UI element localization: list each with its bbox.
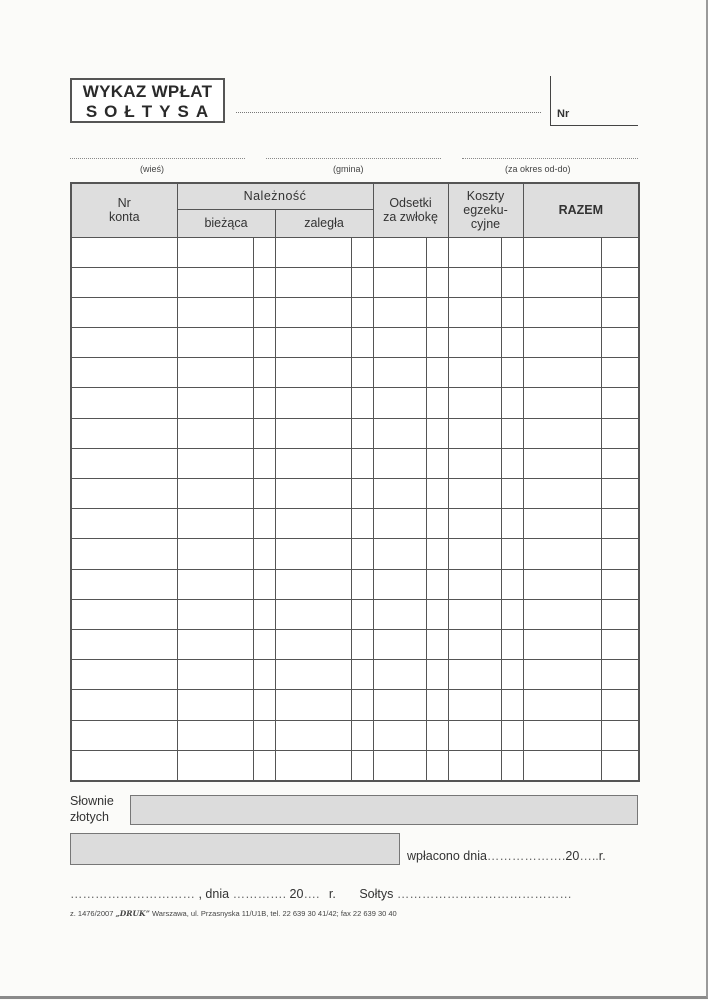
header-interest-line1: Odsetki — [389, 196, 432, 211]
table-cell[interactable] — [373, 599, 426, 629]
table-cell[interactable] — [426, 690, 448, 720]
signature-line — [70, 887, 572, 901]
paid-year-prefix: 20 — [565, 849, 580, 863]
table-row — [71, 237, 639, 267]
table-cell[interactable] — [426, 297, 448, 327]
form-title-line1: WYKAZ WPŁAT — [82, 82, 213, 101]
table-cell[interactable] — [351, 328, 373, 358]
table-cell[interactable] — [275, 388, 351, 418]
table-cell[interactable] — [501, 297, 523, 327]
table-cell[interactable] — [253, 297, 275, 327]
table-row — [71, 509, 639, 539]
table-cell[interactable] — [426, 388, 448, 418]
table-cell[interactable] — [601, 297, 639, 327]
table-cell[interactable] — [71, 720, 177, 750]
header-costs-line1: Koszty — [466, 189, 505, 204]
table-cell[interactable] — [177, 539, 253, 569]
commune-field[interactable] — [266, 158, 441, 159]
table-cell[interactable] — [71, 297, 177, 327]
table-cell[interactable] — [71, 418, 177, 448]
table-cell[interactable] — [253, 539, 275, 569]
table-cell[interactable] — [426, 509, 448, 539]
table-row — [71, 418, 639, 448]
table-row — [71, 448, 639, 478]
table-cell[interactable] — [275, 418, 351, 448]
r-label: r. — [328, 887, 336, 901]
table-cell[interactable] — [373, 267, 426, 297]
paid-label: wpłacono dnia — [407, 849, 487, 863]
table-cell[interactable] — [177, 599, 253, 629]
printer-brand: „DRUK” — [115, 909, 150, 918]
table-cell[interactable] — [448, 690, 501, 720]
table-cell[interactable] — [501, 267, 523, 297]
table-cell[interactable] — [601, 539, 639, 569]
table-cell[interactable] — [275, 509, 351, 539]
table-cell[interactable] — [601, 720, 639, 750]
table-cell[interactable] — [601, 358, 639, 388]
table-cell[interactable] — [448, 660, 501, 690]
table-cell[interactable] — [177, 720, 253, 750]
table-cell[interactable] — [177, 237, 253, 267]
form-title-box — [70, 78, 225, 123]
table-cell[interactable] — [601, 479, 639, 509]
table-cell[interactable] — [275, 599, 351, 629]
place-field[interactable]: ………………………… — [70, 887, 195, 901]
table-cell[interactable] — [448, 539, 501, 569]
table-cell[interactable] — [351, 569, 373, 599]
table-cell[interactable] — [71, 267, 177, 297]
table-cell[interactable] — [275, 479, 351, 509]
header-overdue: zaległa — [275, 209, 373, 237]
table-cell[interactable] — [426, 328, 448, 358]
table-cell[interactable] — [177, 297, 253, 327]
table-cell[interactable] — [351, 448, 373, 478]
table-cell[interactable] — [275, 690, 351, 720]
table-cell[interactable] — [275, 629, 351, 659]
table-cell[interactable] — [523, 720, 601, 750]
table-cell[interactable] — [448, 267, 501, 297]
table-cell[interactable] — [448, 720, 501, 750]
table-cell[interactable] — [275, 328, 351, 358]
table-cell[interactable] — [177, 569, 253, 599]
words-label-line2: złotych — [70, 810, 109, 824]
paid-date-line — [407, 849, 606, 863]
table-cell[interactable] — [351, 720, 373, 750]
table-cell[interactable] — [373, 629, 426, 659]
table-cell[interactable] — [351, 750, 373, 781]
table-cell[interactable] — [426, 629, 448, 659]
nr-divider — [550, 76, 551, 126]
table-cell[interactable] — [71, 660, 177, 690]
table-cell[interactable] — [71, 629, 177, 659]
table-cell[interactable] — [275, 720, 351, 750]
table-cell[interactable] — [501, 418, 523, 448]
table-cell[interactable] — [351, 479, 373, 509]
amount-field[interactable] — [70, 833, 400, 865]
table-cell[interactable] — [523, 358, 601, 388]
table-cell[interactable] — [71, 358, 177, 388]
table-cell[interactable] — [426, 418, 448, 448]
table-cell[interactable] — [373, 690, 426, 720]
header-account-number — [71, 183, 177, 237]
table-cell[interactable] — [71, 448, 177, 478]
table-cell[interactable] — [501, 328, 523, 358]
commune-caption: (gmina) — [333, 164, 364, 174]
table-cell[interactable] — [275, 297, 351, 327]
table-cell[interactable] — [351, 509, 373, 539]
header-interest-line2: za zwłokę — [383, 210, 438, 225]
table-cell[interactable] — [253, 388, 275, 418]
table-cell[interactable] — [448, 297, 501, 327]
table-cell[interactable] — [351, 418, 373, 448]
table-cell[interactable] — [523, 660, 601, 690]
table-cell[interactable] — [253, 599, 275, 629]
table-cell[interactable] — [351, 690, 373, 720]
table-cell[interactable] — [177, 388, 253, 418]
table-cell[interactable] — [275, 660, 351, 690]
table-cell[interactable] — [448, 509, 501, 539]
table-cell[interactable] — [177, 479, 253, 509]
table-cell[interactable] — [501, 388, 523, 418]
table-cell[interactable] — [71, 569, 177, 599]
table-cell[interactable] — [351, 388, 373, 418]
nr-field-line[interactable] — [550, 125, 638, 126]
table-cell[interactable] — [523, 629, 601, 659]
table-row — [71, 297, 639, 327]
print-footer — [70, 909, 397, 918]
header-account-line1: Nr — [117, 196, 131, 211]
payments-table — [70, 182, 640, 782]
table-cell[interactable] — [275, 448, 351, 478]
table-cell[interactable] — [501, 629, 523, 659]
table-cell[interactable] — [601, 328, 639, 358]
table-cell[interactable] — [426, 237, 448, 267]
table-cell[interactable] — [601, 569, 639, 599]
table-cell[interactable] — [523, 237, 601, 267]
table-cell[interactable] — [523, 418, 601, 448]
table-cell[interactable] — [501, 599, 523, 629]
amount-in-words-field[interactable] — [130, 795, 638, 825]
header-costs-line2: egzeku- — [463, 203, 508, 218]
table-cell[interactable] — [253, 660, 275, 690]
table-cell[interactable] — [177, 448, 253, 478]
table-row — [71, 690, 639, 720]
table-row — [71, 267, 639, 297]
table-cell[interactable] — [177, 690, 253, 720]
table-cell[interactable] — [601, 509, 639, 539]
table-cell[interactable] — [501, 720, 523, 750]
table-cell[interactable] — [253, 358, 275, 388]
table-cell[interactable] — [275, 358, 351, 388]
table-cell[interactable] — [71, 237, 177, 267]
table-cell[interactable] — [426, 539, 448, 569]
table-cell[interactable] — [253, 720, 275, 750]
table-cell[interactable] — [253, 750, 275, 781]
table-cell[interactable] — [71, 509, 177, 539]
table-cell[interactable] — [253, 509, 275, 539]
table-cell[interactable] — [601, 629, 639, 659]
header-due: Należność — [177, 183, 373, 209]
table-body — [71, 237, 639, 781]
table-cell[interactable] — [426, 750, 448, 781]
table-cell[interactable] — [601, 388, 639, 418]
table-cell[interactable] — [501, 509, 523, 539]
table-cell[interactable] — [177, 358, 253, 388]
table-cell[interactable] — [523, 599, 601, 629]
table-cell[interactable] — [177, 750, 253, 781]
table-cell[interactable] — [426, 448, 448, 478]
table-cell[interactable] — [71, 599, 177, 629]
table-cell[interactable] — [373, 328, 426, 358]
table-cell[interactable] — [448, 569, 501, 599]
table-cell[interactable] — [275, 237, 351, 267]
table-cell[interactable] — [71, 750, 177, 781]
form-title-line2: SOŁTYSA — [85, 102, 216, 121]
day-field[interactable]: …………. — [232, 887, 287, 901]
table-cell[interactable] — [253, 267, 275, 297]
words-label-line1: Słownie — [70, 794, 114, 808]
table-cell[interactable] — [601, 237, 639, 267]
table-cell[interactable] — [501, 539, 523, 569]
table-cell[interactable] — [253, 479, 275, 509]
table-cell[interactable] — [351, 297, 373, 327]
table-cell[interactable] — [373, 509, 426, 539]
table-row — [71, 328, 639, 358]
table-cell[interactable] — [523, 267, 601, 297]
table-cell[interactable] — [426, 358, 448, 388]
day-label: , dnia — [198, 887, 230, 901]
table-cell[interactable] — [253, 629, 275, 659]
table-row — [71, 750, 639, 781]
period-caption: (za okres od-do) — [505, 164, 571, 174]
table-cell[interactable] — [426, 267, 448, 297]
header-account-line2: konta — [108, 210, 140, 225]
paid-year-field[interactable]: ….. — [579, 849, 599, 863]
table-cell[interactable] — [523, 328, 601, 358]
table-cell[interactable] — [253, 448, 275, 478]
table-cell[interactable] — [523, 690, 601, 720]
table-cell[interactable] — [523, 569, 601, 599]
table-cell[interactable] — [275, 750, 351, 781]
table-cell[interactable] — [351, 599, 373, 629]
table-cell[interactable] — [253, 418, 275, 448]
table-row — [71, 479, 639, 509]
table-cell[interactable] — [523, 297, 601, 327]
table-cell[interactable] — [448, 328, 501, 358]
table-cell[interactable] — [71, 539, 177, 569]
table-cell[interactable] — [71, 388, 177, 418]
table-cell[interactable] — [71, 690, 177, 720]
table-cell[interactable] — [373, 297, 426, 327]
table-cell[interactable] — [523, 509, 601, 539]
table-cell[interactable] — [426, 720, 448, 750]
table-cell[interactable] — [253, 569, 275, 599]
village-caption: (wieś) — [140, 164, 164, 174]
table-row — [71, 629, 639, 659]
table-cell[interactable] — [373, 448, 426, 478]
table-cell[interactable] — [448, 448, 501, 478]
table-cell[interactable] — [501, 660, 523, 690]
table-cell[interactable] — [426, 479, 448, 509]
table-cell[interactable] — [448, 599, 501, 629]
table-cell[interactable] — [351, 629, 373, 659]
table-cell[interactable] — [523, 750, 601, 781]
table-row — [71, 539, 639, 569]
header-current: bieżąca — [177, 209, 275, 237]
table-cell[interactable] — [373, 539, 426, 569]
table-cell[interactable] — [373, 418, 426, 448]
table-cell[interactable] — [601, 690, 639, 720]
title-dotted-line — [236, 112, 541, 113]
period-field[interactable] — [462, 158, 638, 159]
table-cell[interactable] — [601, 267, 639, 297]
table-cell[interactable] — [275, 267, 351, 297]
table-cell[interactable] — [426, 599, 448, 629]
table-cell[interactable] — [601, 448, 639, 478]
table-cell[interactable] — [351, 539, 373, 569]
table-cell[interactable] — [601, 418, 639, 448]
table-cell[interactable] — [373, 720, 426, 750]
table-cell[interactable] — [373, 750, 426, 781]
amount-in-words-label — [70, 793, 114, 825]
table-cell[interactable] — [501, 479, 523, 509]
table-cell[interactable] — [71, 328, 177, 358]
table-row — [71, 720, 639, 750]
soltys-label: Sołtys — [359, 887, 394, 901]
table-cell[interactable] — [523, 448, 601, 478]
table-cell[interactable] — [373, 237, 426, 267]
table-cell[interactable] — [177, 509, 253, 539]
table-cell[interactable] — [601, 750, 639, 781]
table-cell[interactable] — [523, 479, 601, 509]
header-costs — [448, 183, 523, 237]
table-row — [71, 660, 639, 690]
table-cell[interactable] — [501, 448, 523, 478]
table-cell[interactable] — [523, 539, 601, 569]
table-cell[interactable] — [601, 599, 639, 629]
table-cell[interactable] — [501, 237, 523, 267]
table-cell[interactable] — [253, 690, 275, 720]
table-row — [71, 569, 639, 599]
table-row — [71, 358, 639, 388]
table-cell[interactable] — [351, 660, 373, 690]
table-cell[interactable] — [501, 358, 523, 388]
paid-r-label: r. — [598, 849, 606, 863]
table-cell[interactable] — [373, 388, 426, 418]
table-cell[interactable] — [351, 358, 373, 388]
table-cell[interactable] — [71, 479, 177, 509]
village-field[interactable] — [70, 158, 245, 159]
table-cell[interactable] — [448, 358, 501, 388]
table-cell[interactable] — [177, 629, 253, 659]
table-cell[interactable] — [601, 660, 639, 690]
table-cell[interactable] — [177, 660, 253, 690]
soltys-signature-field[interactable]: …………………………………… — [396, 887, 572, 901]
table-cell[interactable] — [253, 328, 275, 358]
table-cell[interactable] — [426, 569, 448, 599]
table-cell[interactable] — [501, 569, 523, 599]
form-code: z. 1476/2007 — [70, 909, 114, 918]
table-cell[interactable] — [275, 539, 351, 569]
header-total: RAZEM — [523, 183, 639, 237]
table-cell[interactable] — [177, 418, 253, 448]
table-cell[interactable] — [426, 660, 448, 690]
table-cell[interactable] — [523, 388, 601, 418]
table-cell[interactable] — [253, 237, 275, 267]
table-cell[interactable] — [448, 479, 501, 509]
table-cell[interactable] — [448, 237, 501, 267]
table-cell[interactable] — [448, 629, 501, 659]
table-cell[interactable] — [373, 358, 426, 388]
table-cell[interactable] — [177, 267, 253, 297]
year-field[interactable]: …. — [303, 887, 320, 901]
table-cell[interactable] — [351, 237, 373, 267]
paid-day-field[interactable]: ………………. — [486, 849, 566, 863]
year-prefix: 20 — [289, 887, 304, 901]
table-cell[interactable] — [448, 750, 501, 781]
table-cell[interactable] — [373, 479, 426, 509]
table-cell[interactable] — [275, 569, 351, 599]
table-cell[interactable] — [373, 660, 426, 690]
table-cell[interactable] — [448, 388, 501, 418]
nr-label: Nr — [557, 108, 570, 120]
table-cell[interactable] — [373, 569, 426, 599]
printer-address: Warszawa, ul. Przasnyska 11/U1B, tel. 22 639 30 41/42; fax 22 639 30 40 — [152, 909, 397, 918]
table-cell[interactable] — [501, 690, 523, 720]
table-cell[interactable] — [501, 750, 523, 781]
table-row — [71, 388, 639, 418]
table-cell[interactable] — [351, 267, 373, 297]
table-cell[interactable] — [177, 328, 253, 358]
table-row — [71, 599, 639, 629]
header-costs-line3: cyjne — [470, 217, 501, 232]
table-cell[interactable] — [448, 418, 501, 448]
header-interest — [373, 183, 448, 237]
